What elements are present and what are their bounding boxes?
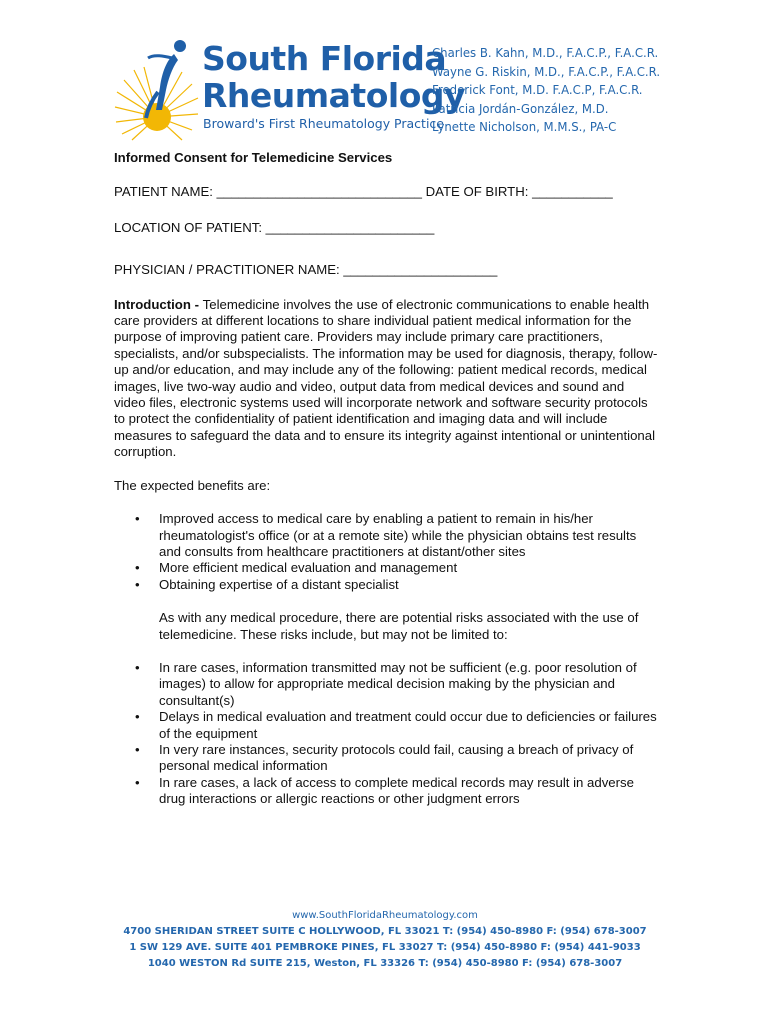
practice-tagline: Broward's First Rheumatology Practice [203, 116, 444, 131]
physician-name: Lynette Nicholson, M.M.S., PA-C [432, 119, 617, 134]
document-title: Informed Consent for Telemedicine Services [114, 150, 393, 165]
physician-name: Wayne G. Riskin, M.D., F.A.C.P., F.A.C.R. [432, 63, 661, 79]
list-item: • In rare cases, information transmitted may not be sufficient (e.g. poor resolution of images) to allow for appropriate medical decision making by the physician and consultant(s) [159, 660, 659, 709]
list-item: • In rare cases, a lack of access to complete medical records may result in adverse drug interactions or allergic reactions or other judgment errors [159, 775, 659, 808]
benefits-heading: The expected benefits are: [114, 477, 271, 493]
benefits-list [114, 511, 659, 593]
list-item: • Obtaining expertise of a distant specialist [159, 577, 659, 593]
document-body [114, 150, 659, 808]
practice-name-line1: South Florida [202, 39, 447, 78]
physician-list [432, 44, 660, 137]
list-item: • Delays in medical evaluation and treatment could occur due to deficiencies or failures of the equipment [159, 709, 659, 742]
physician-name: Charles B. Kahn, M.D., F.A.C.P., F.A.C.R. [432, 45, 659, 60]
risks-intro: As with any medical procedure, there are potential risks associated with the use of telemedicine. These risks include, but may not be limited to: [159, 610, 639, 642]
introduction-label: Introduction - [114, 296, 203, 312]
list-item: • More efficient medical evaluation and management [159, 560, 659, 576]
physician-name-field: PHYSICIAN / PRACTITIONER NAME: _____________________ [114, 262, 498, 278]
practice-logo [112, 32, 465, 142]
address-line: 4700 SHERIDAN STREET SUITE C HOLLYWOOD, FL 33021 T: (954) 450-8980 F: (954) 678-3007 [123, 926, 647, 937]
risks-list [114, 660, 659, 808]
physician-name: Frederick Font, M.D. F.A.C.P, F.A.C.R. [432, 82, 643, 97]
patient-location-field: LOCATION OF PATIENT: _______________________ [114, 219, 435, 235]
page-footer [0, 908, 770, 972]
introduction-paragraph [114, 297, 659, 461]
patient-name-field: PATIENT NAME: ____________________________ DATE OF BIRTH: ___________ [114, 184, 613, 200]
practice-name-line2: Rheumatology [202, 76, 465, 115]
list-item: • Improved access to medical care by enabling a patient to remain in his/her rheumatologist's office (or at a remote site) while the physician obtains test results and consults from healthcare practitioners at distant/other sites [159, 511, 659, 560]
address-line: 1 SW 129 AVE. SUITE 401 PEMBROKE PINES, FL 33027 T: (954) 450-8980 F: (954) 441-9033 [129, 942, 641, 953]
address-line: 1040 WESTON Rd SUITE 215, Weston, FL 33326 T: (954) 450-8980 F: (954) 678-3007 [147, 958, 623, 969]
introduction-text: Telemedicine involves the use of electronic communications to enable health care providers at different locations to share individual patient medical information for the purpose of improving patient care. Providers may include primary care practitioners, specialists, and/or subspecialists. The information may be used for diagnosis, therapy, follow-up and/or education, and may include any of the following: patient medical records, medical images, live two-way audio and video, output data from medical devices and sound and video files, electronic systems used will incorporate network and software security protocols to protect the confidentiality of patient identification and imaging data and will include measures to safeguard the data and to ensure its integrity against intentional or unintentional corruption. [114, 296, 658, 460]
list-item: • In very rare instances, security protocols could fail, causing a breach of privacy of personal medical information [159, 742, 659, 775]
sun-figure-icon [112, 32, 202, 142]
physician-name: Patricia Jordán-González, M.D. [432, 100, 609, 116]
practice-name [202, 40, 465, 114]
website-link[interactable]: www.SouthFloridaRheumatology.com [292, 910, 478, 921]
